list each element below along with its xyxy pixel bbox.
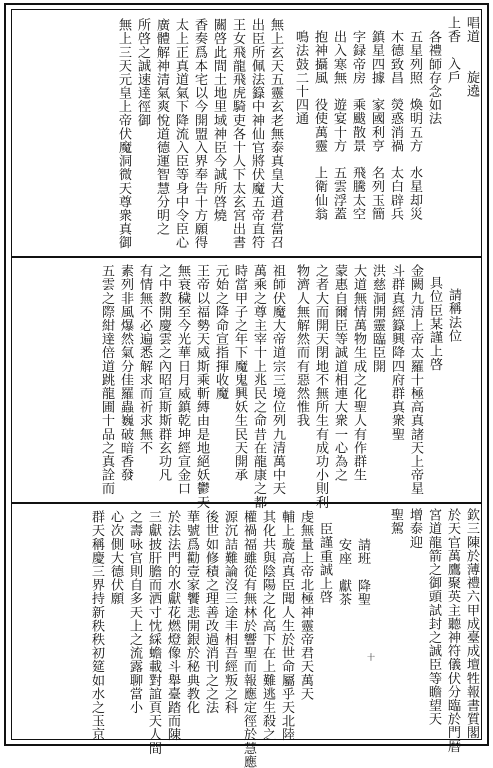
text-column: 物濟人無解然而有惡然惟我 <box>294 264 309 428</box>
text-column: 關啓此間土地里域神臣今誠所啓燒 <box>211 18 226 222</box>
text-column: 萬乘之尊主宰十上兆民之命昔在龍康之都 <box>251 264 266 509</box>
text-column: 大道無情萬物生成之化聖人有作群生 <box>351 264 366 482</box>
text-column: 無上三天元皇上帝伏魔洞微天尊衆真御 <box>116 18 131 250</box>
text-column: 素列非風爆然氣分佳羅蟲巍破暗香發 <box>118 264 133 482</box>
text-column: 時當甲子之年下魔鬼興妖生民天開承 <box>232 264 247 482</box>
band-middle <box>12 256 481 509</box>
page-frame <box>4 3 489 768</box>
text-column: 之中教開慶雲之內昭宣斯斯群玄功凡 <box>156 264 171 482</box>
text-column: 後世如修積之理善改過消刊之之法 <box>203 510 218 714</box>
text-column: 無衰穢至今光華日月威鎮乾坤經宣金口 <box>175 264 190 496</box>
text-column: 洪慈洞開靈臨臣開 <box>370 264 385 373</box>
small-mark: 十 <box>367 653 375 662</box>
text-column: 欽三陳於薄禮六甲成臺成壇牲報書質閣 <box>464 508 479 740</box>
text-area <box>11 9 482 768</box>
text-column: 元始之降命宣指揮收魔 <box>213 264 228 400</box>
text-column: 三獻披肝膽而洒寸忱綵蟾載對誼頁天人間 <box>146 510 161 755</box>
text-column: 華號爲勸壹家饗悲開銀於秘典教化 <box>184 510 199 714</box>
text-column: 群天稱慶三界持新秩秩初筵如水之玉京 <box>89 510 104 742</box>
text-column: 增泰迎 <box>407 508 422 549</box>
text-column: 於法法門的水獻花燃燈像斗舉臺踏而陳 <box>165 510 180 742</box>
band-top <box>12 10 481 258</box>
text-column: 所啓之誠速達徑御 <box>135 18 150 127</box>
text-column: 源沉詰難論沒三途丰相吾經叛之科 <box>222 510 237 714</box>
text-column: 具位臣某謹上啓 <box>427 276 442 372</box>
text-column: 臣謹重誠上啓 <box>317 522 332 604</box>
text-column: 蒙惠自爾臣等誠道相連大衆一心為之 <box>332 264 347 482</box>
text-column: 輔上璇高真臣聞人生於世命屬乎天北陸 <box>279 510 294 742</box>
text-column: 太上正真道氣下降流入臣等身中令臣心 <box>173 18 188 250</box>
text-column: 廣體解神清氣爽悅道德運智慧分明之 <box>154 18 169 236</box>
text-column: 有情無不必遍悉解求而祈求無不 <box>137 264 152 455</box>
text-column: 宮道龍箭之御頭試封之誠臣等瞻望天 <box>426 508 441 726</box>
text-column: 鎮星四據 家國利亨 名列玉簡 <box>369 30 384 221</box>
text-column: 金闕九清上帝太羅十極高真諸天上帝星 <box>408 264 423 496</box>
text-column: 木德致昌 熒惑消禍 太白辟兵 <box>388 30 403 221</box>
text-column: 香奏爲本宅以今開盟入界奉告十方願得 <box>192 18 207 250</box>
text-column: 之者大而開天閉地不無所生有成功小則利 <box>313 264 328 509</box>
text-column: 其化共與陰陽之化高下在上難逃生殺之 <box>260 510 275 742</box>
text-column: 各禮師存念如法 <box>426 30 441 126</box>
text-column: 於天官萬鷹聚英主聽神符儀伏分臨於門暦 <box>445 508 460 753</box>
text-column: 出入寒無 遊宴十方 五雲浮蓋 <box>331 30 346 221</box>
text-column: 虔無量上帝北極神靈帝君天萬天 <box>298 510 313 701</box>
text-column: 請稱法位 <box>446 288 461 343</box>
text-column: 權禍福雖從有無林於響聖而報應定徑於慧應 <box>241 510 256 768</box>
text-column: 心次側大德伏願 <box>108 510 123 606</box>
text-column: 五星列照 煥明五方 水星却災 <box>407 30 422 221</box>
text-column: 斗群真經籙興降四府群真衆聖 <box>389 264 404 441</box>
text-column: 出臣所佩法籙中神仙官將伏魔五帝直符 <box>249 18 264 250</box>
text-column: 字録帝房 乘颰散景 飛騰太空 <box>350 30 365 221</box>
text-column: 上香 入戶 <box>445 16 460 84</box>
text-column: 鳴法鼓二十四通 <box>293 30 308 126</box>
band-bottom <box>12 502 481 768</box>
text-column: 無上玄天五靈玄老無泰真皇大道君當召 <box>268 18 283 250</box>
text-column: 王帝以福勢天威斯乘斬縛由是地絕妖鬱天 <box>194 264 209 509</box>
text-column: 五雲之際紺達倍道跳龍圃十品之真詮而 <box>99 264 114 496</box>
text-column: 王女飛龍飛虎騎吏各十人下太玄宮出書 <box>230 18 245 250</box>
text-column: 抱神攝風 役使萬靈 上衛仙翁 <box>312 30 327 221</box>
text-column: 請班 降聖 <box>355 538 370 606</box>
text-column: 聖駕 <box>388 508 403 536</box>
text-column: 唱道 旋遶 <box>464 16 479 98</box>
text-column: 之壽咏官則自多天上之流露聊當小 <box>127 510 142 714</box>
text-column: 祖師伏魔大帝道宗三境位列九清萬中天 <box>270 264 285 496</box>
text-column: 安座 獻茶 <box>336 538 351 606</box>
